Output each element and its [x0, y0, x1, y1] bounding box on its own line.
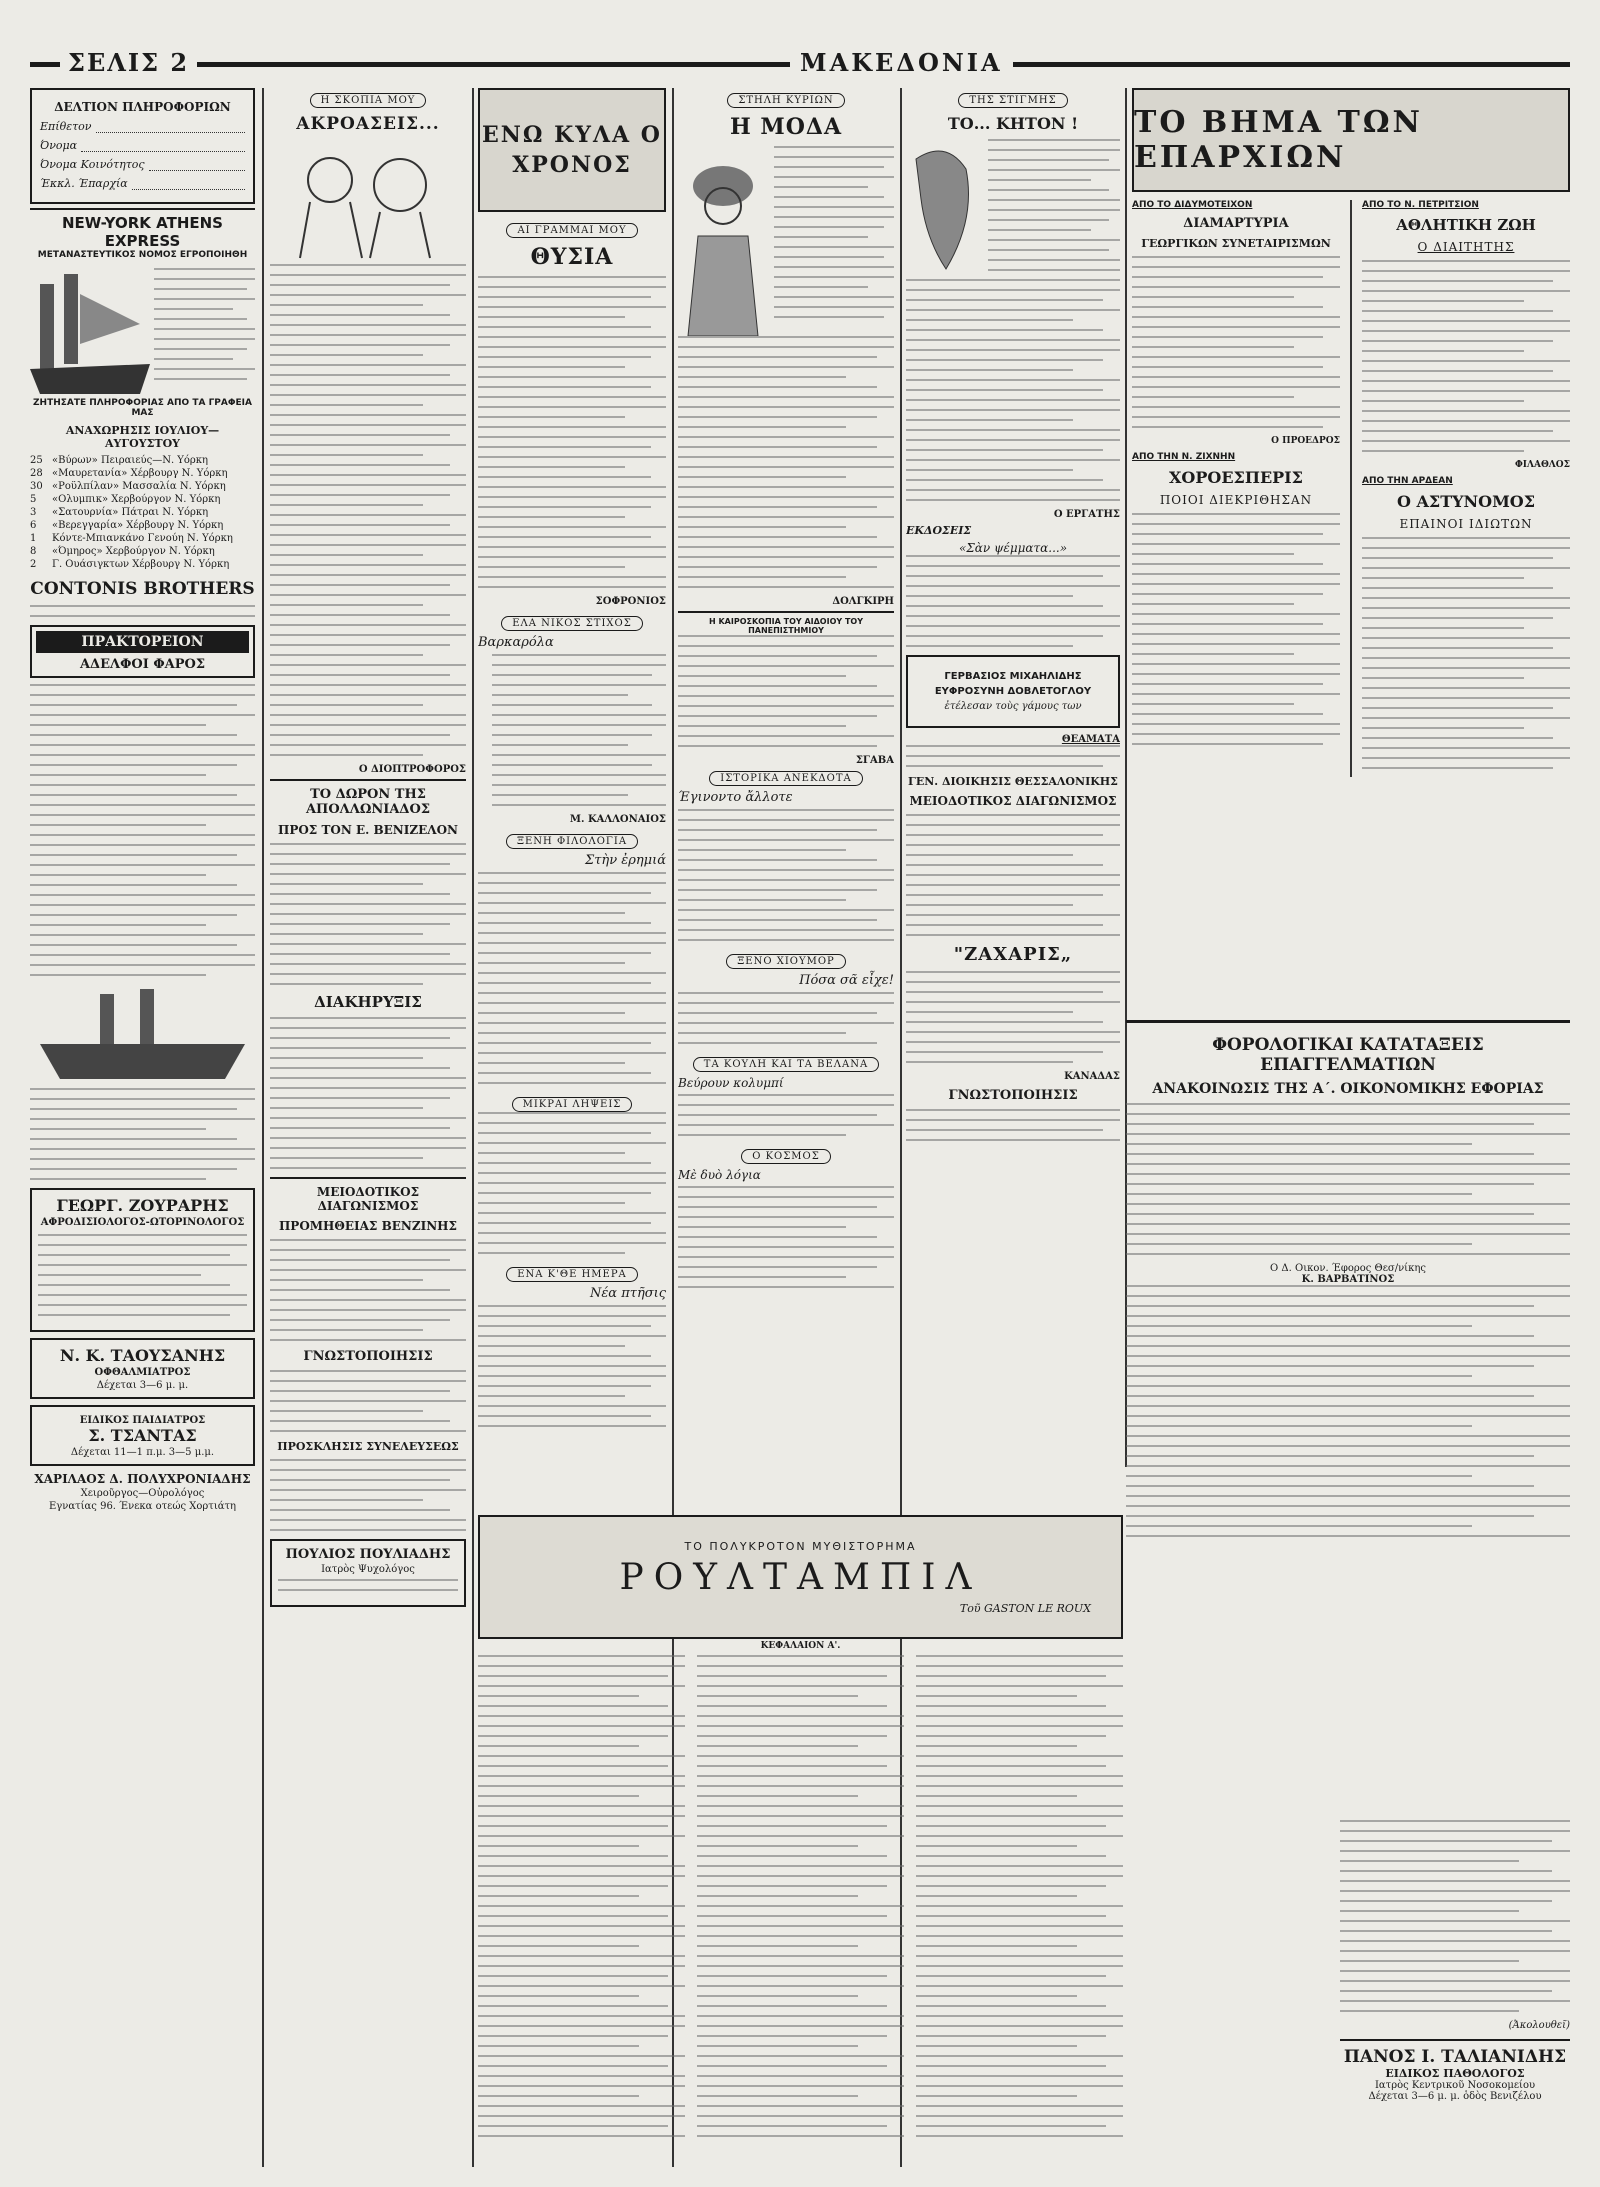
section-kicker: ΞΕΝΗ ΦΙΛΟΛΟΓΙΑ — [506, 834, 638, 849]
headline-2b: ΠΡΟΣ ΤΟΝ Ε. ΒΕΝΙΖΕΛΟΝ — [277, 823, 458, 837]
headline: ΧΟΡΟΕΣΠΕΡΙΣ — [1169, 468, 1303, 487]
departure-route: «Σατουρνία» Πάτραι Ν. Υόρκη — [52, 507, 209, 518]
column-rule — [262, 88, 264, 2167]
poem-body — [478, 654, 666, 806]
headline: ΦΟΡΟΛΟΓΙΚΑΙ ΚΑΤΑΤΑΞΕΙΣ ΕΠΑΓΓΕΛΜΑΤΙΩΝ — [1212, 1035, 1484, 1075]
article-body — [1132, 513, 1340, 745]
headline-6: ΠΡΟΣΚΛΗΣΙΣ ΣΥΝΕΛΕΥΣΕΩΣ — [277, 1440, 459, 1453]
doctor-name: ΠΟΥΛΙΟΣ ΠΟΥΛΙΑΔΗΣ — [285, 1547, 451, 1562]
piece-title: Μὲ δυὸ λόγια — [678, 1168, 761, 1182]
headline-sub: Ο ΔΙΑΙΤΗΤΗΣ — [1417, 240, 1515, 254]
departure-row — [30, 558, 255, 571]
shipping-notice: ΖΗΤΗΣΑΤΕ ΠΛΗΡΟΦΟΡΙΑΣ ΑΠΟ ΤΑ ΓΡΑΦΕΙΑ ΜΑΣ — [33, 398, 252, 418]
column-moment — [906, 88, 1120, 1467]
wedding-text: ἐτέλεσαν τοὺς γάμους των — [944, 701, 1082, 712]
departure-date: 5 — [30, 494, 37, 505]
contonis-text — [30, 605, 255, 617]
section-kicker: Η ΣΚΟΠΙΑ ΜΟΥ — [310, 93, 427, 108]
headline-sub: ΠΟΙΟΙ ΔΙΕΚΡΙΘΗΣΑΝ — [1159, 493, 1313, 507]
headline: ΔΙΑΜΑΡΤΥΡΙΑ — [1183, 216, 1289, 231]
agency-text — [30, 1088, 255, 1180]
signature: Ο Δ. Οικον. Έφορος Θεσ/νίκης — [1270, 1263, 1426, 1274]
doctor-name: ΧΑΡΙΛΑΟΣ Δ. ΠΟΛΥΧΡΟΝΙΑΔΗΣ — [34, 1472, 251, 1486]
column-ladies — [678, 88, 894, 1467]
headline-sub: ΕΠΑΙΝΟΙ ΙΔΙΩΤΩΝ — [1399, 517, 1533, 531]
article-body — [270, 264, 466, 756]
departure-date: 6 — [30, 520, 37, 531]
article-body — [906, 555, 1120, 647]
departure-row — [30, 480, 255, 493]
cartoon-illustration — [270, 140, 466, 260]
section-kicker: ΑΠΟ ΤΟ Ν. ΠΕΤΡΙΤΣΙΟΝ — [1362, 200, 1479, 210]
doctor-ad-taousanis — [30, 1338, 255, 1399]
headline-b: ΑΝΑΚΟΙΝΩΣΙΣ ΤΗΣ Α΄. ΟΙΚΟΝΟΜΙΚΗΣ ΕΦΟΡΙΑΣ — [1152, 1081, 1544, 1097]
headline: ΤΟ... ΚΗΤΟΝ ! — [947, 114, 1079, 133]
masthead — [30, 48, 1570, 82]
departure-route: «Μαυρετανία» Χέρβουργ Ν. Υόρκη — [52, 468, 228, 479]
article-body — [1362, 537, 1570, 769]
doctor-name: Σ. ΤΣΑΝΤΑΣ — [88, 1426, 197, 1445]
poem-title: Βαρκαρόλα — [478, 635, 554, 650]
coupon-field-label: Όνομα Κοινότητος — [40, 158, 145, 171]
section-title: Η ΚΑΙΡΟΣΚΟΠΙΑ ΤΟΥ ΑΙΔΟΙΟΥ ΤΟΥ ΠΑΝΕΠΙΣΤΗΜΙΟΥ — [708, 617, 864, 635]
article-body — [774, 146, 894, 336]
section-kicker: ΙΣΤΟΡΙΚΑ ΑΝΕΚΔΟΤΑ — [709, 771, 863, 786]
wedding-announcement — [906, 655, 1120, 728]
contonis-brothers: CONTONIS BROTHERS — [30, 579, 255, 599]
doctor-specialty: ΕΙΔΙΚΟΣ ΠΑΘΟΛΟΓΟΣ — [1385, 2067, 1525, 2080]
signature: ΚΑΝΑΔΑΣ — [1064, 1071, 1120, 1082]
article-body — [1126, 1103, 1570, 1255]
doctor-name: ΓΕΩΡΓ. ΖΟΥΡΑΡΗΣ — [56, 1196, 229, 1215]
doctor-hours: Δέχεται 3—6 μ. μ. ὁδὸς Βενιζέλου — [1368, 2091, 1542, 2102]
coupon-field-community[interactable] — [149, 158, 245, 171]
bride-name: ΕΥΦΡΟΣΥΝΗ ΔΟΒΛΕΤΟΓΛΟΥ — [934, 686, 1092, 697]
column-opinion — [270, 88, 466, 2167]
serial-author: Τοῦ GASTON LE ROUX — [959, 1601, 1091, 1615]
article-body — [906, 1109, 1120, 1141]
departure-date: 30 — [30, 481, 43, 492]
section-title: ΕΚΔΟΣΕΙΣ — [906, 524, 972, 537]
headline-3: "ΖΑΧΑΡΙΣ„ — [953, 944, 1073, 965]
doctor-specialty: Χειροῦργος—Οὐρολόγος — [80, 1488, 205, 1499]
serial-chapter: ΚΕΦΑΛΑΙΟΝ Α'. — [760, 1641, 841, 1651]
doctor-name: Ν. Κ. ΤΑΟΥΣΑΝΗΣ — [59, 1346, 226, 1365]
coupon-title: ΔΕΛΤΙΟΝ ΠΛΗΡΟΦΟΡΙΩΝ — [54, 100, 231, 114]
praktoreion-ad — [30, 625, 255, 678]
article-body — [270, 1459, 466, 1531]
serial-body — [478, 1655, 1123, 2155]
column-ads-left — [30, 88, 255, 2167]
newspaper-title: ΜΑΚΕΔΟΝΙΑ — [790, 48, 1013, 77]
section-kicker: ΑΠΟ ΤΗΝ Ν. ΖΙΧΝΗΝ — [1132, 452, 1236, 462]
headline-2: ΤΟ ΔΩΡΟΝ ΤΗΣ ΑΠΟΛΛΩΝΙΑΔΟΣ — [305, 787, 431, 817]
coupon-field-label: Όνομα — [40, 139, 78, 152]
ship-illustration-2 — [30, 984, 255, 1084]
serial-header — [478, 1515, 1123, 1651]
fashion-illustration — [678, 146, 768, 336]
provinces-banner — [1132, 88, 1570, 192]
departure-date: 28 — [30, 468, 43, 479]
headline-2b: ΜΕΙΟΔΟΤΙΚΟΣ ΔΙΑΓΩΝΙΣΜΟΣ — [909, 794, 1117, 808]
headline-4: ΜΕΙΟΔΟΤΙΚΟΣ ΔΙΑΓΩΝΙΣΜΟΣ — [316, 1185, 420, 1213]
ship-illustration — [30, 264, 150, 394]
headline-5: ΓΝΩΣΤΟΠΟΙΗΣΙΣ — [303, 1349, 433, 1364]
departure-route: «Ροϋλπίλαν» Μασσαλία Ν. Υόρκη — [52, 481, 226, 492]
departure-date: 25 — [30, 455, 43, 466]
headline-b: ΓΕΩΡΓΙΚΩΝ ΣΥΝΕΤΑΙΡΙΣΜΩΝ — [1141, 237, 1331, 250]
whale-illustration — [906, 139, 982, 279]
article-body — [678, 1094, 894, 1136]
article-body — [678, 992, 894, 1044]
doctor-specialty: Ιατρὸς Ψυχολόγος — [321, 1564, 415, 1575]
section-kicker: ΞΕΝΟ ΧΙΟΥΜΟΡ — [726, 954, 846, 969]
coupon-field-province[interactable] — [132, 177, 245, 190]
signature: ΣΓΑΒΑ — [855, 755, 894, 766]
signature: ΔΟΛΓΚΙΡΗ — [832, 596, 894, 607]
headline-4: ΓΝΩΣΤΟΠΟΙΗΣΙΣ — [948, 1088, 1078, 1103]
article-body — [478, 276, 666, 588]
departure-date: 1 — [30, 533, 37, 544]
departure-row — [30, 506, 255, 519]
doctor-line: Ιατρὸς Κεντρικοῦ Νοσοκομείου — [1374, 2080, 1536, 2091]
doctor-ad-pouliadis — [270, 1539, 466, 1607]
article-body — [1126, 1285, 1570, 1537]
pharos-name: ΑΔΕΛΦΟΙ ΦΑΡΟΣ — [79, 657, 206, 672]
coupon-field-label: Επίθετον — [40, 120, 92, 133]
article-body — [988, 139, 1120, 279]
headline-3: ΔΙΑΚΗΡΥΞΙΣ — [314, 993, 422, 1011]
signature: Ο ΕΡΓΑΤΗΣ — [1053, 509, 1120, 520]
article-body — [270, 1017, 466, 1169]
article-body — [906, 745, 1120, 767]
departure-date: 8 — [30, 546, 37, 557]
departure-route: «Όμηρος» Χερβούργον Ν. Υόρκη — [52, 546, 215, 557]
doctor-hours: Δέχεται 3—6 μ. μ. — [96, 1380, 189, 1391]
departure-row — [30, 454, 255, 467]
section-kicker: ΤΑ ΚΟΥΛΗ ΚΑΙ ΤΑ ΒΕΛΑΝΑ — [693, 1057, 879, 1072]
headline-4b: ΠΡΟΜΗΘΕΙΑΣ ΒΕΝΖΙΝΗΣ — [278, 1219, 458, 1233]
article-body — [1362, 260, 1570, 452]
section-kicker: ΑΙ ΓΡΑΜΜΑΙ ΜΟΥ — [506, 223, 637, 238]
article-body — [678, 809, 894, 941]
section-kicker: ΕΝΑ Κ'ΘΕ ΗΜΕΡΑ — [506, 1267, 638, 1282]
story-title: Έγινοντο ἄλλοτε — [678, 790, 793, 805]
article-body — [678, 1186, 894, 1288]
serial-title: ΡΟΥΛΤΑΜΠΙΛ — [619, 1556, 982, 1598]
praktoreion-text — [30, 684, 255, 976]
headline: ΑΘΛΗΤΙΚΗ ΖΩΗ — [1396, 216, 1536, 234]
serial-continuation — [1340, 1820, 1570, 2140]
departure-row — [30, 467, 255, 480]
chronicle-banner — [478, 88, 666, 212]
doctor-ad-zouraris — [30, 1188, 255, 1332]
theatre-kicker: ΘΕΑΜΑΤΑ — [1061, 734, 1120, 745]
departure-row — [30, 532, 255, 545]
column-rule — [472, 88, 474, 2167]
coupon-field-label: Έκκλ. Έπαρχία — [40, 177, 128, 190]
article-body — [270, 1239, 466, 1341]
departure-row — [30, 519, 255, 532]
praktoreion-title: ΠΡΑΚΤΟΡΕΙΟΝ — [36, 631, 249, 653]
headline-2: ΓΕΝ. ΔΙΟΙΚΗΣΙΣ ΘΕΣΣΑΛΟΝΙΚΗΣ — [908, 775, 1118, 788]
shipping-subtitle: ΜΕΤΑΝΑΣΤΕΥΤΙΚΟΣ ΝΟΜΟΣ ΕΓΡΟΠΟΙΗΘΗ — [37, 250, 248, 260]
article-body — [906, 814, 1120, 936]
page-number: ΣΕΛΙΣ 2 — [60, 48, 197, 77]
story-body — [478, 872, 666, 1084]
signature: ΦΙΛΑΘΛΟΣ — [1514, 460, 1570, 470]
piece-title: Βεύρουν κολυμπί — [678, 1076, 784, 1090]
doctor-specialty: ΟΦΘΑΛΜΙΑΤΡΟΣ — [94, 1367, 191, 1378]
doctor-specialty: ΑΦΡΟΔΙΣΙΟΛΟΓΟΣ-ΩΤΟΡΙΝΟΛΟΓΟΣ — [40, 1217, 245, 1228]
departures-title: ΑΝΑΧΩΡΗΣΙΣ ΙΟΥΛΙΟΥ—ΑΥΓΟΥΣΤΟΥ — [65, 424, 220, 450]
departure-date: 3 — [30, 507, 37, 518]
signature: Ο ΠΡΟΕΔΡΟΣ — [1271, 436, 1340, 446]
doctor-title: ΕΙΔΙΚΟΣ ΠΑΙΔΙΑΤΡΟΣ — [79, 1415, 206, 1426]
headline: Ο ΑΣΤΥΝΟΜΟΣ — [1396, 492, 1536, 511]
section-kicker: ΑΠΟ ΤΗΝ ΑΡΔΕΑΝ — [1362, 476, 1453, 486]
serial-top: ΤΟ ΠΟΛΥΚΡΟΤΟΝ ΜΥΘΙΣΤΟΡΗΜΑ — [684, 1539, 917, 1553]
departure-date: 2 — [30, 559, 37, 570]
section-kicker: ΕΛΑ ΝΙΚΟΣ ΣΤΙΧΟΣ — [501, 616, 643, 631]
headline: ΑΚΡΟΑΣΕΙΣ... — [296, 114, 440, 134]
province-left — [1132, 200, 1340, 777]
departure-route: «Βύρων» Πειραιεύς—Ν. Υόρκη — [52, 455, 209, 466]
section-kicker: ΤΗΣ ΣΤΙΓΜΗΣ — [958, 93, 1067, 108]
story-title: Στὴν ἐρημιά — [585, 853, 666, 868]
departure-route: «Βερεγγαρία» Χέρβουργ Ν. Υόρκη — [52, 520, 224, 531]
signature: ΣΟΦΡΟΝΙΟΣ — [595, 596, 666, 607]
banner-title: ΤΟ ΒΗΜΑ ΤΩΝ ΕΠΑΡΧΙΩΝ — [1134, 105, 1423, 175]
signature: Ο ΔΙΟΠΤΡΟΦΟΡΟΣ — [358, 764, 466, 775]
departure-route: «Ολυμπικ» Χερβούργον Ν. Υόρκη — [52, 494, 221, 505]
footer-line: Εγνατίας 96. Ένεκα οτεώς Χορτιάτη — [48, 1501, 237, 1512]
departure-row — [30, 493, 255, 506]
headline: Η ΜΟΔΑ — [729, 114, 843, 140]
coupon-field-name[interactable] — [81, 139, 245, 152]
departure-row — [30, 545, 255, 558]
signature-name: Κ. ΒΑΡΒΑΤΙΝΟΣ — [1301, 1274, 1395, 1285]
joke-title: Πόσα σᾶ εἶχε! — [799, 973, 894, 988]
shipping-text — [154, 264, 255, 394]
article-body — [478, 1305, 666, 1427]
province-right — [1362, 200, 1570, 777]
headline: ΘΥΣΙΑ — [530, 244, 614, 270]
departures-list — [30, 454, 255, 571]
section-subtitle: «Σὰν ψέμματα...» — [958, 541, 1068, 555]
doctor-hours: Δέχεται 11—1 π.μ. 3—5 μ.μ. — [70, 1447, 215, 1458]
coupon-field-surname[interactable] — [96, 120, 246, 133]
article-body — [678, 336, 894, 588]
article-body — [906, 279, 1120, 501]
departure-route: Κόντε-Μπιανκάνο Γενούη Ν. Υόρκη — [52, 533, 233, 544]
article-body — [1132, 256, 1340, 428]
shipping-title: NEW-YORK ATHENS EXPRESS — [61, 214, 223, 250]
section-kicker: ΑΠΟ ΤΟ ΔΙΔΥΜΟΤΕΙΧΟΝ — [1132, 200, 1253, 210]
serial-continued: (Ἀκολουθεῖ) — [1508, 2020, 1570, 2031]
groom-name: ΓΕΡΒΑΣΙΟΣ ΜΙΧΑΗΛΙΔΗΣ — [944, 671, 1082, 682]
section-kicker: ΣΤΗΛΗ ΚΥΡΙΩΝ — [727, 93, 844, 108]
section-kicker: Ο ΚΟΣΜΟΣ — [741, 1149, 831, 1164]
article-body — [906, 971, 1120, 1063]
info-coupon — [30, 88, 255, 204]
doctor-name: ΠΑΝΟΣ Ι. ΤΑΛΙΑΝΙΔΗΣ — [1343, 2047, 1567, 2067]
doctor-ad-tsantas — [30, 1405, 255, 1466]
article-body — [678, 635, 894, 747]
departure-route: Γ. Ουάσιγκτων Χέρβουργ Ν. Υόρκη — [52, 559, 230, 570]
article-body — [478, 1112, 666, 1254]
article-body — [270, 843, 466, 985]
article-body — [270, 1370, 466, 1432]
poem-author: Μ. ΚΑΛΛΟΝΑΙΟΣ — [569, 814, 666, 825]
section-kicker: ΜΙΚΡΑΙ ΛΗΨΕΙΣ — [512, 1097, 633, 1112]
banner-title: ΕΝΩ ΚΥΛΑ Ο ΧΡΟΝΟΣ — [482, 122, 662, 178]
story-title: Νέα πτῆσις — [589, 1286, 666, 1301]
